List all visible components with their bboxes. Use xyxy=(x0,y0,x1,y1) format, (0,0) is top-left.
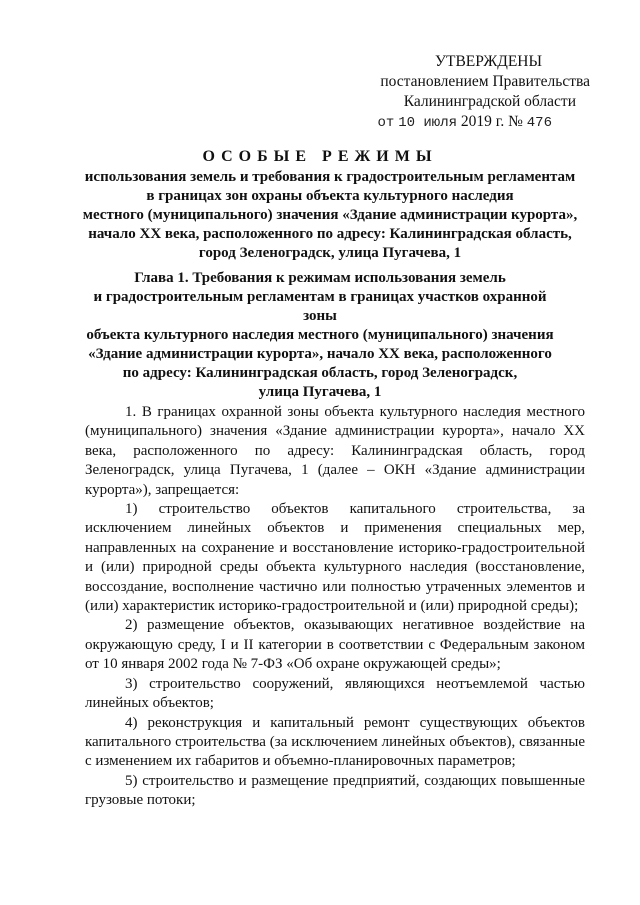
approval-date-line xyxy=(330,112,552,133)
chapter-line: улица Пугачева, 1 xyxy=(258,384,382,400)
subtitle-line: в границах зон охраны объекта культурного наследия xyxy=(146,188,514,204)
list-item-2: 2) размещение объектов, оказывающих негативное воздействие на окружающую среду, I и II категории в соответствии с Федеральным законом от 10 января 2002 года № 7-ФЗ «Об охране окружающей среды»; xyxy=(85,617,585,673)
chapter-line: «Здание администрации курорта», начало XX века, расположенного xyxy=(88,346,552,362)
subtitle-line: начало XX века, расположенного по адресу: Калининградская область, xyxy=(88,226,572,242)
approval-stamp xyxy=(330,52,590,133)
chapter-line: по адресу: Калининградская область, город Зеленоградск, xyxy=(122,365,518,381)
document-body xyxy=(85,403,585,811)
number-prefix: № xyxy=(508,113,523,130)
chapter-heading xyxy=(80,269,560,402)
document-title: ОСОБЫЕ РЕЖИМЫ xyxy=(202,148,438,165)
approval-issuer: постановлением Правительства xyxy=(380,73,590,90)
list-item-5: 5) строительство и размещение предприятий, создающих повышенные грузовые потоки; xyxy=(85,772,585,809)
date-prefix: от xyxy=(377,115,395,131)
approval-region: Калининградской области xyxy=(403,93,576,110)
list-item-4: 4) реконструкция и капитальный ремонт существующих объектов капитального строительства (за исключением линейных объектов), связанные с изменением их габаритов и объемно-планировочных параметров; xyxy=(85,714,585,770)
subtitle-line: использования земель и требования к градостроительным регламентам xyxy=(84,169,576,185)
list-item-1: 1) строительство объектов капитального строительства, за исключением линейных объектов и применения специальных мер, направленных на сохранение и восстановление историко-градостроительной и (или) природной среды объекта культурного наследия (восстановление, воссоздание, восполнение частично или полностью утраченных элементов и (или) характеристик историко-градостроительной и (или) природной среды); xyxy=(85,501,585,615)
date-year: 2019 г. xyxy=(460,113,505,130)
approval-heading: УТВЕРЖДЕНЫ xyxy=(435,53,542,70)
list-item-3: 3) строительство сооружений, являющихся неотъемлемой частью линейных объектов; xyxy=(85,675,585,712)
chapter-line: и градостроительным регламентам в границах участков охранной зоны xyxy=(93,289,547,324)
subtitle-line: местного (муниципального) значения «Здание администрации курорта», xyxy=(82,207,578,223)
document-subtitle xyxy=(70,168,590,263)
paragraph-1: 1. В границах охранной зоны объекта культурного наследия местного (муниципального) значения «Здание администрации курорта», начало XX века, расположенного по адресу: Калининградская область, город Зеленоградск, улица Пугачева, 1 (далее – ОКН «Здание администрации курорта»), запрещается: xyxy=(85,404,585,498)
subtitle-line: город Зеленоградск, улица Пугачева, 1 xyxy=(198,245,462,261)
number-handwritten: 476 xyxy=(526,115,552,131)
date-handwritten: 10 июля xyxy=(398,115,457,131)
chapter-line: Глава 1. Требования к режимам использования земель xyxy=(134,270,506,286)
chapter-line: объекта культурного наследия местного (муниципального) значения xyxy=(86,327,554,343)
